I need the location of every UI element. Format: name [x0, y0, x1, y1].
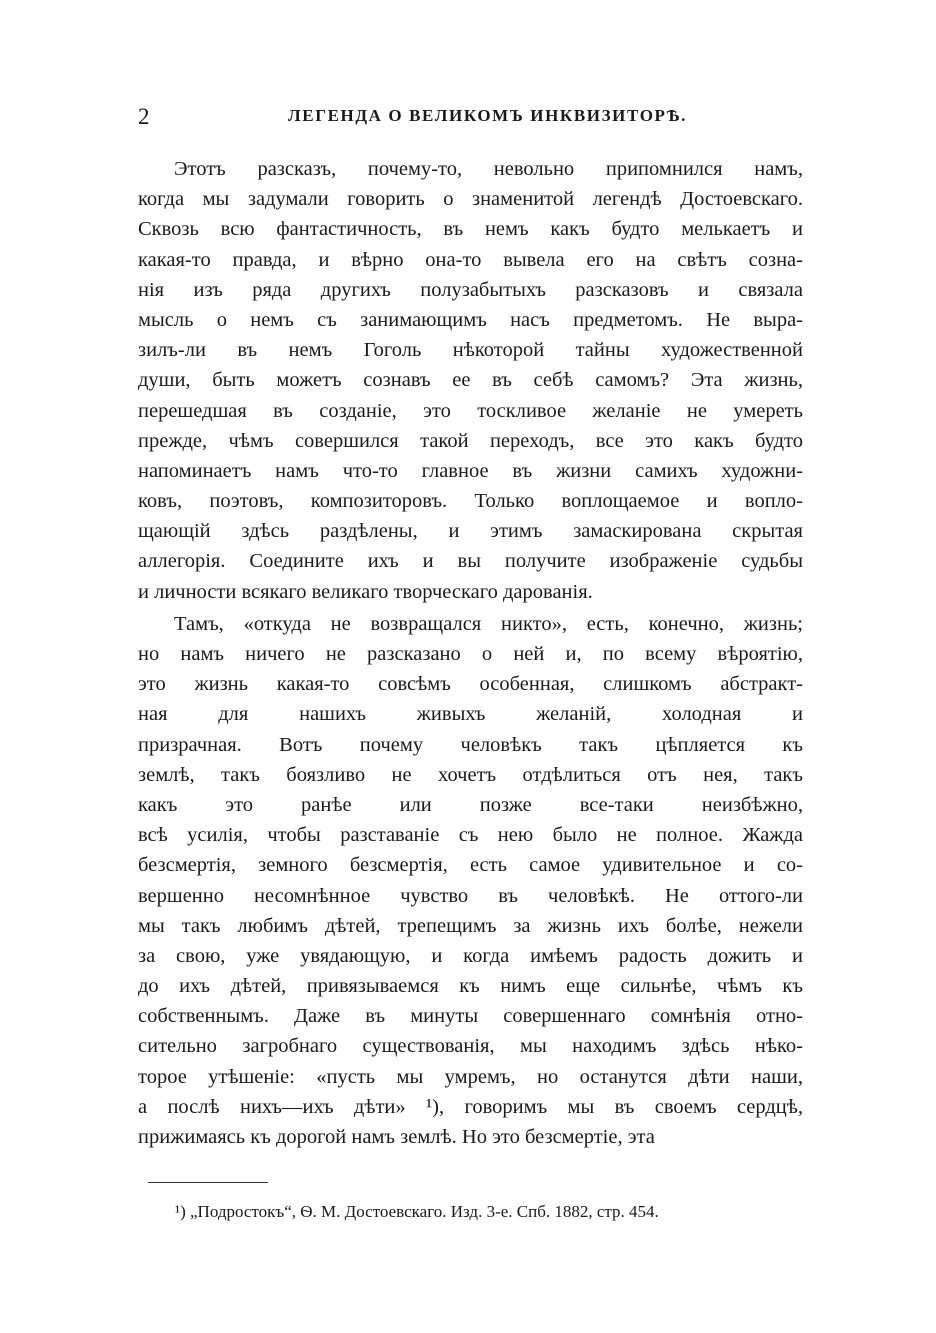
- text-line: за свою, уже увядающую, и когда имѣемъ радость дожить и: [138, 944, 803, 967]
- text-line: до ихъ дѣтей, привязываемся къ нимъ еще сильнѣе, чѣмъ къ: [138, 975, 803, 998]
- text-line: нія изъ ряда другихъ полузабытыхъ разсказовъ и связала: [138, 278, 803, 301]
- text-line: и личности всякаго великаго творческаго дарованія.: [138, 580, 593, 603]
- text-line: зилъ-ли въ немъ Гоголь нѣкоторой тайны художественной: [138, 339, 803, 362]
- text-line: вершенно несомнѣнное чувство въ человѣкѣ. Не оттого-ли: [138, 884, 803, 907]
- text-line: но намъ ничего не разсказано о ней и, по всему вѣроятію,: [138, 643, 803, 665]
- text-line: напоминаетъ намъ что-то главное въ жизни самихъ художни-: [138, 459, 803, 482]
- text-line: щающій здѣсь раздѣлены, и этимъ замаскирована скрытая: [138, 520, 803, 543]
- text-line: призрачная. Вотъ почему человѣкъ такъ цѣпляется къ: [138, 733, 803, 756]
- text-line: мы такъ любимъ дѣтей, трепещимъ за жизнь ихъ болѣе, нежели: [138, 914, 803, 937]
- page-number: 2: [138, 104, 150, 129]
- paragraph: [138, 609, 803, 1152]
- text-line: землѣ, такъ боязливо не хочетъ отдѣлиться отъ нея, такъ: [138, 763, 803, 786]
- text-line: торое утѣшеніе: «пусть мы умремъ, но останутся дѣти наши,: [138, 1065, 803, 1088]
- text-line: ная для нашихъ живыхъ желаній, холодная и: [138, 703, 803, 726]
- footnote: ¹) „Подростокъ“, Ѳ. М. Достоевскаго. Изд. 3-е. Спб. 1882, стр. 454.: [175, 1202, 659, 1221]
- text-line: безсмертія, земного безсмертія, есть самое удивительное и со-: [138, 854, 803, 877]
- text-line: аллегорія. Соедините ихъ и вы получите изображеніе судьбы: [138, 550, 803, 573]
- text-line: Тамъ, «откуда не возвращался никто», есть, конечно, жизнь;: [174, 612, 803, 635]
- text-line: перешедшая въ созданіе, это тоскливое желаніе не умереть: [138, 399, 803, 422]
- text-line: всѣ усилія, чтобы разставаніе съ нею было не полное. Жажда: [138, 824, 803, 847]
- footnote-divider: [148, 1182, 268, 1183]
- text-line: собственнымъ. Даже въ минуты совершеннаго сомнѣнія отно-: [138, 1005, 803, 1028]
- text-line: души, быть можетъ сознавъ ее въ себѣ самомъ? Эта жизнь,: [138, 369, 803, 392]
- text-line: мысль о немъ съ занимающимъ насъ предметомъ. Не выра-: [138, 308, 803, 331]
- text-line: когда мы задумали говорить о знаменитой легендѣ Достоевскаго.: [138, 188, 803, 211]
- text-line: прежде, чѣмъ совершился такой переходъ, все это какъ будто: [138, 429, 803, 452]
- text-line: это жизнь какая-то совсѣмъ особенная, слишкомъ абстракт-: [138, 673, 803, 696]
- text-line: сительно загробнаго существованія, мы находимъ здѣсь нѣко-: [138, 1035, 803, 1058]
- text-line: ковъ, поэтовъ, композиторовъ. Только воплощаемое и вопло-: [138, 490, 803, 513]
- text-line: Этотъ разсказъ, почему-то, невольно припомнился намъ,: [174, 158, 803, 180]
- body-text: [138, 154, 803, 1152]
- page-header: [138, 104, 808, 134]
- text-line: прижимаясь къ дорогой намъ землѣ. Но это безсмертіе, эта: [138, 1126, 655, 1148]
- text-line: Сквозь всю фантастичность, въ немъ какъ будто мелькаетъ и: [138, 218, 803, 241]
- text-line: какъ это ранѣе или позже все-таки неизбѣжно,: [138, 793, 803, 816]
- paragraph: [138, 154, 803, 607]
- text-line: а послѣ нихъ—ихъ дѣти» ¹), говоримъ мы въ своемъ сердцѣ,: [138, 1095, 803, 1118]
- text-line: какая-то правда, и вѣрно она-то вывела его на свѣтъ созна-: [138, 248, 803, 271]
- running-title: ЛЕГЕНДА О ВЕЛИКОМЪ ИНКВИЗИТОРѢ.: [288, 106, 687, 125]
